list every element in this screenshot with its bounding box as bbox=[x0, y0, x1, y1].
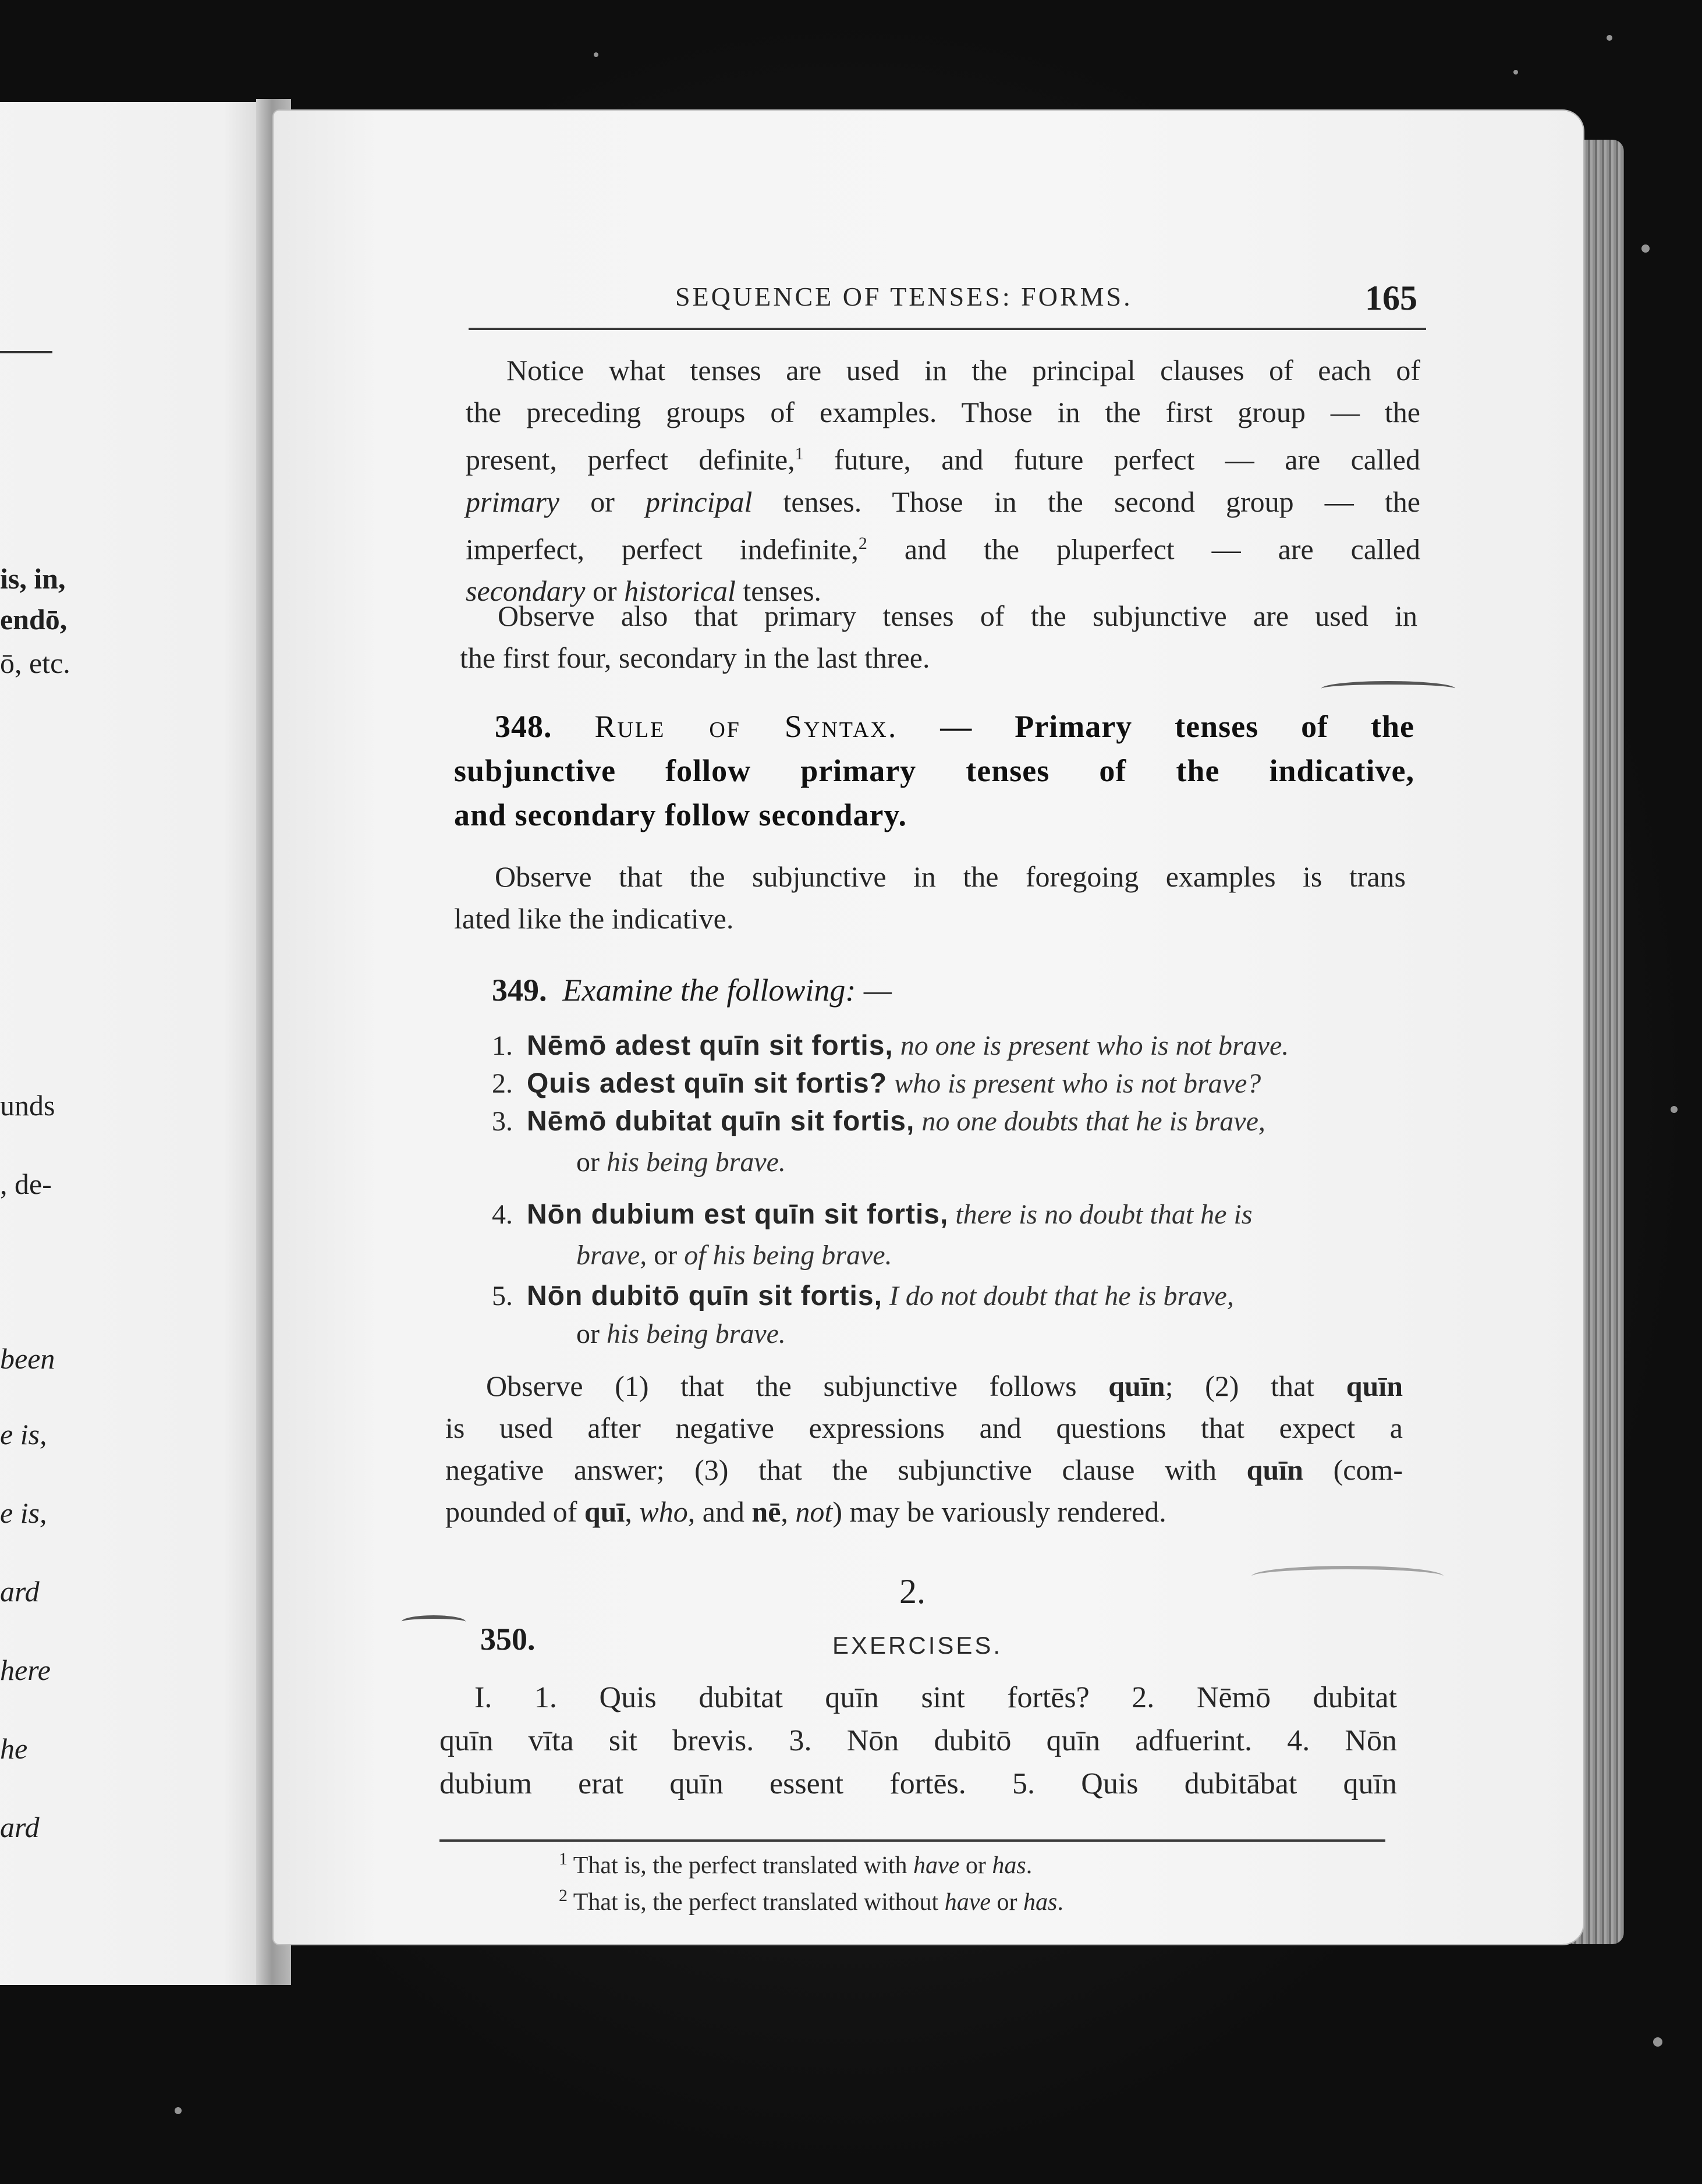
section-number: 349. bbox=[492, 973, 547, 1008]
text-line: imperfect, perfect indefinite,$^2$ and the pluperfect — are called bbox=[466, 533, 1420, 566]
section-348-note bbox=[454, 856, 1406, 939]
exercises-text bbox=[439, 1676, 1397, 1806]
latin-sentence: Nēmō adest quīn sit fortis, bbox=[527, 1030, 893, 1061]
example-continuation: or his being brave. bbox=[576, 1318, 786, 1349]
footnote: $^1$ That is, the perfect translated with have or has. bbox=[559, 1849, 1033, 1879]
pencil-mark bbox=[1321, 681, 1455, 696]
pencil-mark bbox=[1251, 1566, 1444, 1587]
text-line: negative answer; (3) that the subjunctive clause with quīn (com- bbox=[445, 1453, 1403, 1486]
text-line: the first four, secondary in the last three. bbox=[460, 641, 930, 674]
latin-sentence: Nōn dubitō quīn sit fortis, bbox=[527, 1281, 882, 1311]
intro-paragraph bbox=[466, 349, 1420, 612]
left-fragment: is, in, bbox=[0, 562, 66, 595]
text-line: lated like the indicative. bbox=[454, 902, 734, 935]
section-number: 350. bbox=[480, 1622, 536, 1657]
left-fragment: unds bbox=[0, 1089, 55, 1122]
left-page-rule bbox=[0, 351, 52, 353]
example-item: 2. Quis adest quīn sit fortis? who is present who is not brave? bbox=[492, 1068, 1261, 1099]
header-rule bbox=[469, 328, 1426, 330]
example-continuation: brave, or of his being brave. bbox=[576, 1240, 892, 1271]
latin-sentence: Nōn dubium est quīn sit fortis, bbox=[527, 1199, 949, 1230]
left-fragment: e is, bbox=[0, 1497, 47, 1529]
text-line: I. 1. Quis dubitat quīn sint fortēs? 2. Nēmō dubitat bbox=[474, 1681, 1397, 1714]
section-349-observe bbox=[445, 1365, 1403, 1533]
latin-sentence: Nēmō dubitat quīn sit fortis, bbox=[527, 1106, 915, 1137]
section-349-heading bbox=[492, 972, 892, 1008]
dust-speck bbox=[1671, 1106, 1678, 1113]
dust-speck bbox=[175, 2107, 182, 2114]
left-fragment: here bbox=[0, 1654, 51, 1686]
english-translation: no one is present who is not brave. bbox=[900, 1030, 1289, 1061]
text-line: present, perfect definite,$^1$ future, and future perfect — are called bbox=[466, 443, 1420, 476]
section-number: 348. bbox=[495, 709, 552, 744]
observe-paragraph bbox=[460, 595, 1417, 679]
footnote-rule bbox=[439, 1839, 1385, 1842]
left-page bbox=[0, 102, 268, 1985]
running-title: SEQUENCE OF TENSES: FORMS. bbox=[675, 282, 1133, 311]
footnote: $^2$ That is, the perfect translated without have or has. bbox=[559, 1886, 1063, 1916]
section-heading: Examine the following: — bbox=[562, 973, 892, 1008]
rule-line: and secondary follow secondary. bbox=[454, 797, 907, 832]
page-number: 165 bbox=[1365, 279, 1417, 317]
left-fragment: e is, bbox=[0, 1418, 47, 1451]
subsection-number: 2. bbox=[899, 1572, 926, 1611]
text-line: pounded of quī, who, and nē, not) may be variously rendered. bbox=[445, 1495, 1166, 1528]
english-translation: I do not doubt that he is brave, bbox=[889, 1281, 1234, 1311]
dust-speck bbox=[1513, 70, 1518, 75]
exercises-heading: EXERCISES. bbox=[832, 1632, 1003, 1659]
text-line: Observe (1) that the subjunctive follows quīn; (2) that quīn bbox=[486, 1370, 1403, 1402]
english-translation: no one doubts that he is brave, bbox=[921, 1106, 1265, 1137]
left-fragment: ard bbox=[0, 1575, 40, 1608]
text-line: Observe that the subjunctive in the foregoing examples is trans bbox=[495, 860, 1406, 893]
example-item: 1. Nēmō adest quīn sit fortis, no one is present who is not brave. bbox=[492, 1030, 1289, 1061]
text-line: secondary or historical tenses. bbox=[466, 575, 822, 608]
text-line: Notice what tenses are used in the principal clauses of each of bbox=[506, 354, 1420, 387]
english-translation: who is present who is not brave? bbox=[894, 1068, 1261, 1099]
rule-line: 348. Rule of Syntax. — Primary tenses of the bbox=[495, 709, 1415, 744]
dust-speck bbox=[1607, 35, 1612, 41]
left-fragment: , de- bbox=[0, 1168, 52, 1200]
text-line: dubium erat quīn essent fortēs. 5. Quis dubitābat quīn bbox=[439, 1767, 1397, 1800]
left-fragment: he bbox=[0, 1732, 28, 1765]
left-fragment: been bbox=[0, 1342, 55, 1375]
dust-speck bbox=[1641, 244, 1650, 253]
example-item: 3. Nēmō dubitat quīn sit fortis, no one doubts that he is brave, bbox=[492, 1106, 1265, 1137]
left-fragment: ard bbox=[0, 1811, 40, 1843]
left-fragment: endō, bbox=[0, 603, 68, 636]
example-item: 4. Nōn dubium est quīn sit fortis, there is no doubt that he is bbox=[492, 1199, 1253, 1230]
left-fragment: ō, etc. bbox=[0, 647, 70, 679]
rule-line: subjunctive follow primary tenses of the indicative, bbox=[454, 753, 1414, 788]
dust-speck bbox=[1653, 2037, 1662, 2047]
text-line: the preceding groups of examples. Those in the first group — the bbox=[466, 396, 1420, 428]
example-item: 5. Nōn dubitō quīn sit fortis, I do not doubt that he is brave, bbox=[492, 1281, 1234, 1311]
example-continuation: or his being brave. bbox=[576, 1147, 786, 1178]
text-line: Observe also that primary tenses of the subjunctive are used in bbox=[498, 600, 1417, 632]
english-translation: there is no doubt that he is bbox=[955, 1199, 1253, 1230]
text-line: is used after negative expressions and questions that expect a bbox=[445, 1412, 1403, 1444]
dust-speck bbox=[594, 52, 598, 57]
text-line: primary or principal tenses. Those in the second group — the bbox=[466, 485, 1420, 518]
section-label: Rule of Syntax. bbox=[594, 709, 898, 744]
text-line: quīn vīta sit brevis. 3. Nōn dubitō quīn adfuerint. 4. Nōn bbox=[439, 1724, 1397, 1757]
pencil-mark bbox=[402, 1615, 466, 1628]
latin-sentence: Quis adest quīn sit fortis? bbox=[527, 1068, 888, 1099]
section-348 bbox=[454, 704, 1414, 837]
